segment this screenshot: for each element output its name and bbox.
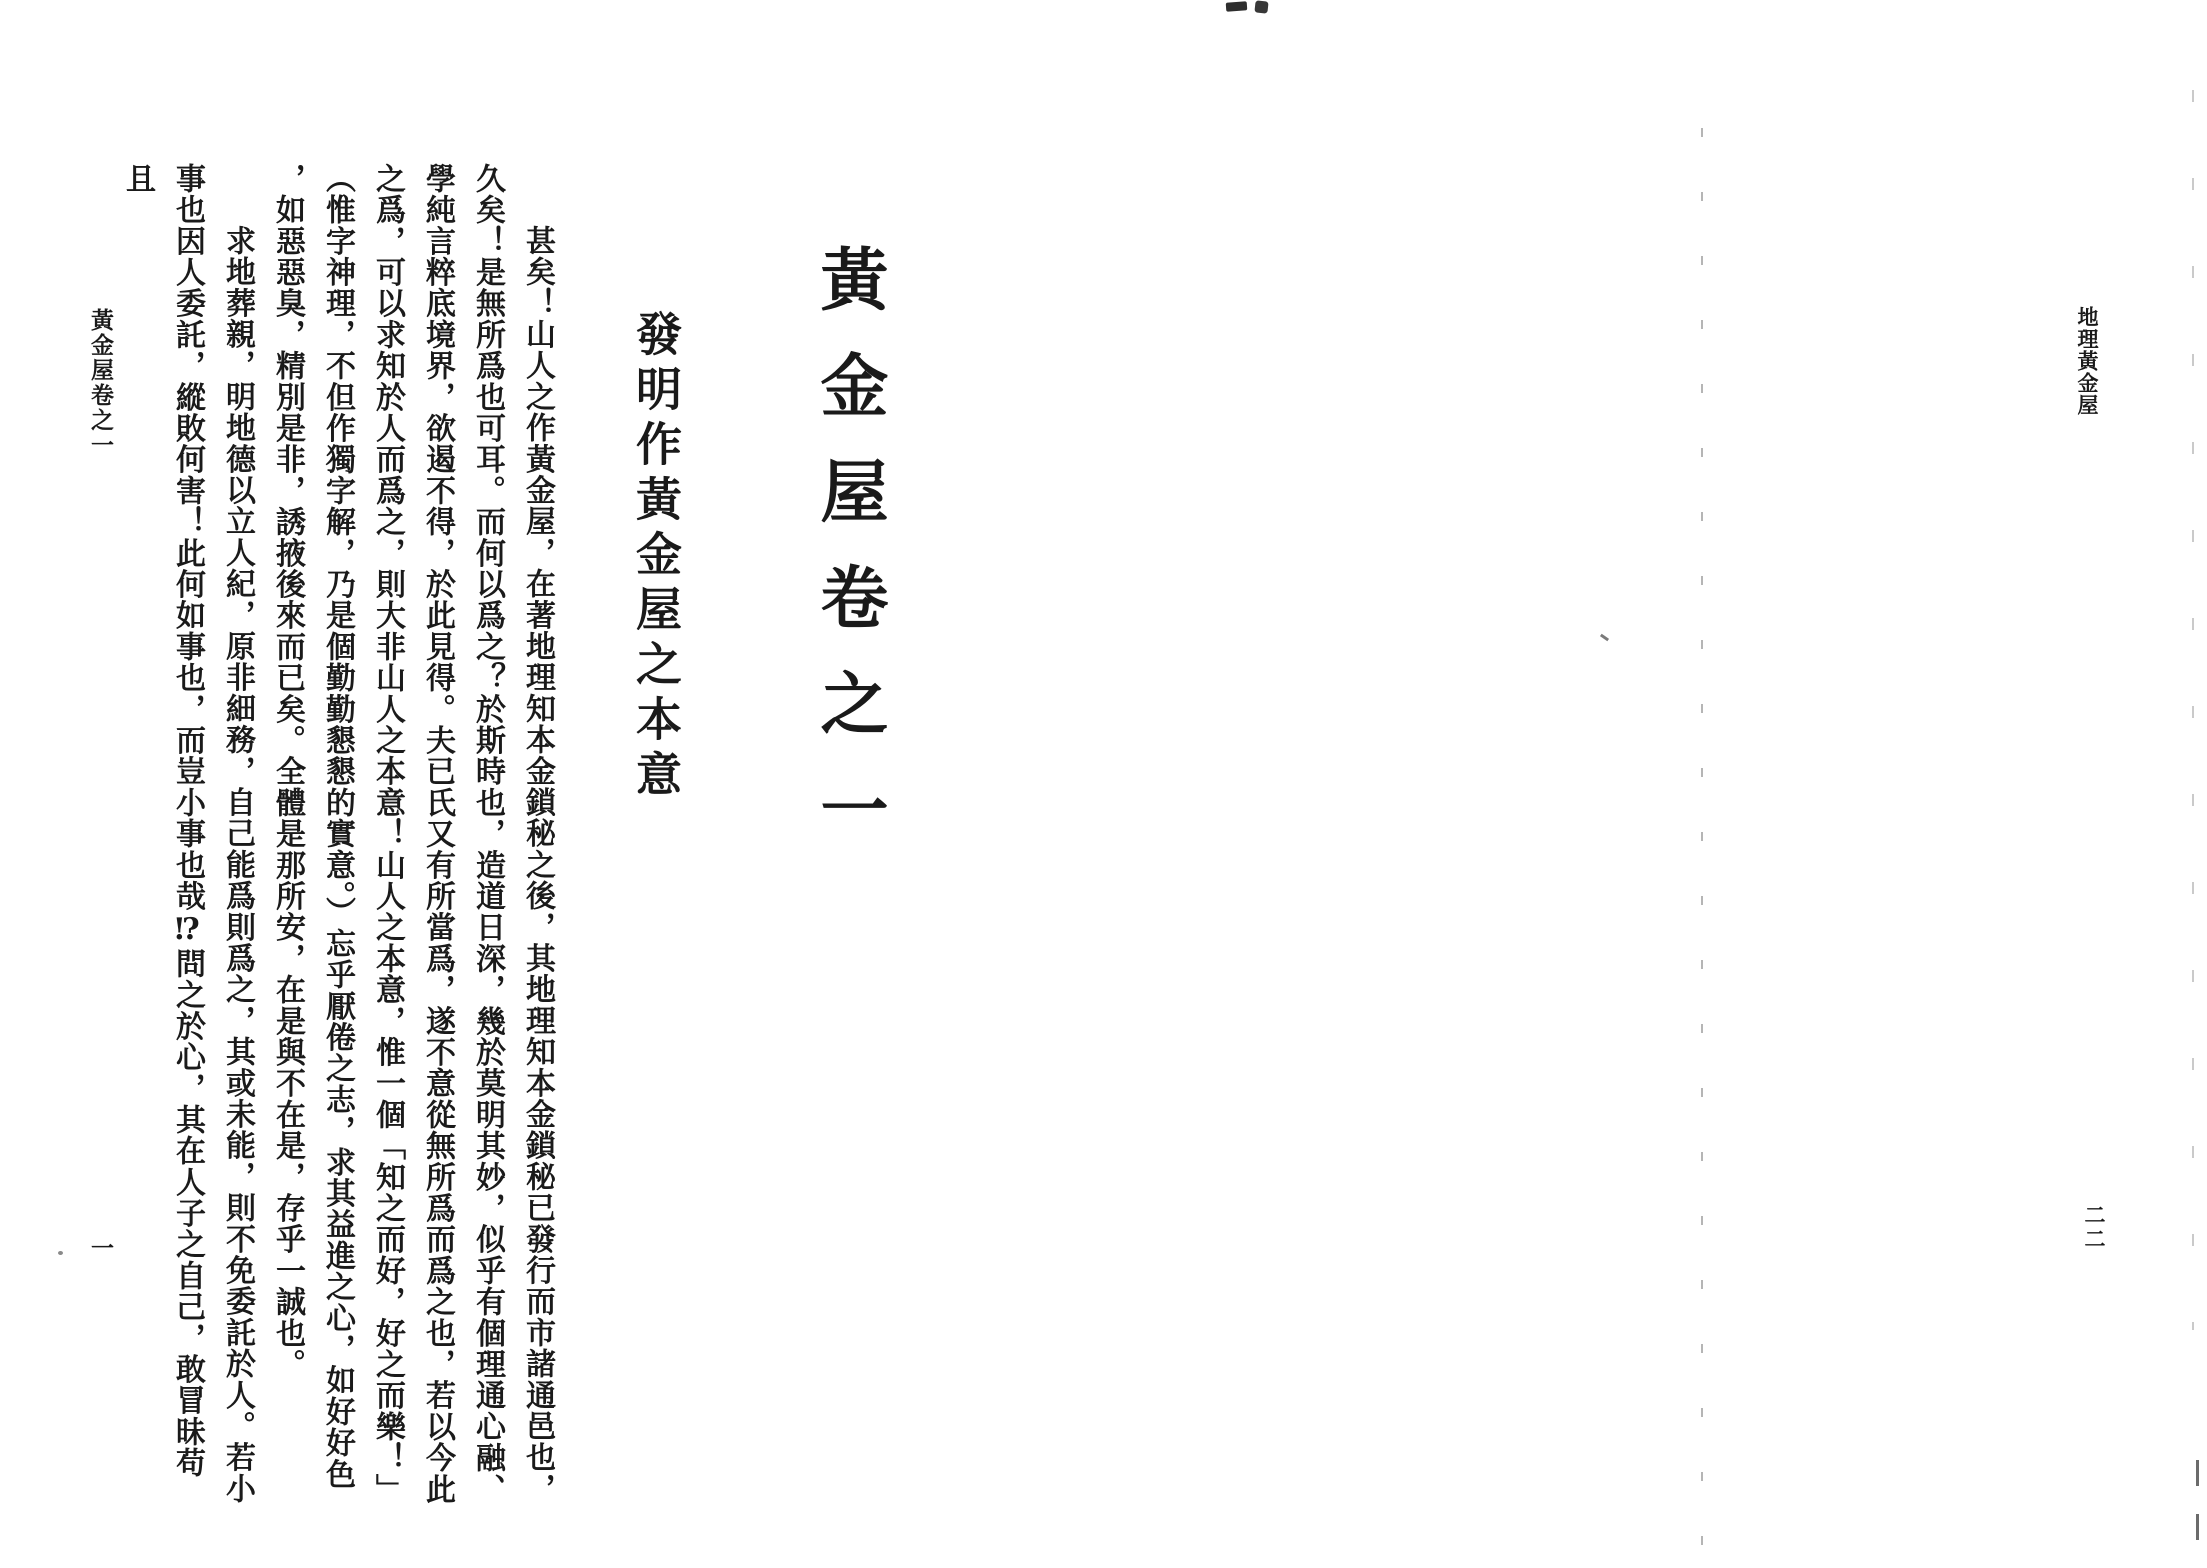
scan-smudge-icon: [1226, 1, 1248, 11]
scan-edge-dash-line: [2196, 1460, 2199, 1568]
right-page-number: 二二: [2082, 1204, 2107, 1252]
right-margin-book-title: 地理黃金屋: [2075, 306, 2100, 416]
scan-stray-mark: [58, 1251, 63, 1255]
section-subtitle: 發明作黃金屋之本意: [629, 310, 683, 805]
body-paragraph: 甚矣！山人之作黃金屋，在著地理知本金鎖秘之後，其地理知本金鎖秘已發行而市諸通邑也，久矣！是無所爲也可耳。而何以爲之？於斯時也，造道日深，幾於莫明其妙，似乎有個理通心融、學純言粹底境界，欲遏不得，於此見得。夫已氏又有所當爲，遂不意從無所爲而爲之也，若以今此之爲，可以求知於人而爲之，則大非山人之本意！山人之本意，惟一個「知之而好，好之而樂！」（惟字神理，不但作獨字解，乃是個勤勤懇懇的實意。）忘乎厭倦之志，求其益進之心，如好好色，如惡惡臭，精別是非，誘掖後來而已矣。全體是那所安，在是與不在是，存乎一誠也。: [270, 163, 555, 1505]
body-paragraph: 求地葬親，明地德以立人紀，原非細務，自己能爲則爲之，其或未能，則不免委託於人。若小事也因人委託，縱敗何害！此何如事也，而豈小事也哉⁉問之於心，其在人子之自己，敢冒昧苟且: [120, 163, 255, 1505]
scan-smudge-icon: [1254, 0, 1268, 13]
scan-edge-dash-line: [2192, 90, 2194, 1330]
left-margin-chapter-label: 黃金屋卷之一: [87, 308, 114, 458]
left-page-number: 一: [87, 1236, 114, 1259]
body-text: [120, 163, 562, 1507]
scan-stray-mark: [1600, 634, 1609, 642]
page-gutter-fold-line: [1701, 128, 1703, 1556]
chapter-title: 黃金屋卷之一: [809, 244, 889, 880]
